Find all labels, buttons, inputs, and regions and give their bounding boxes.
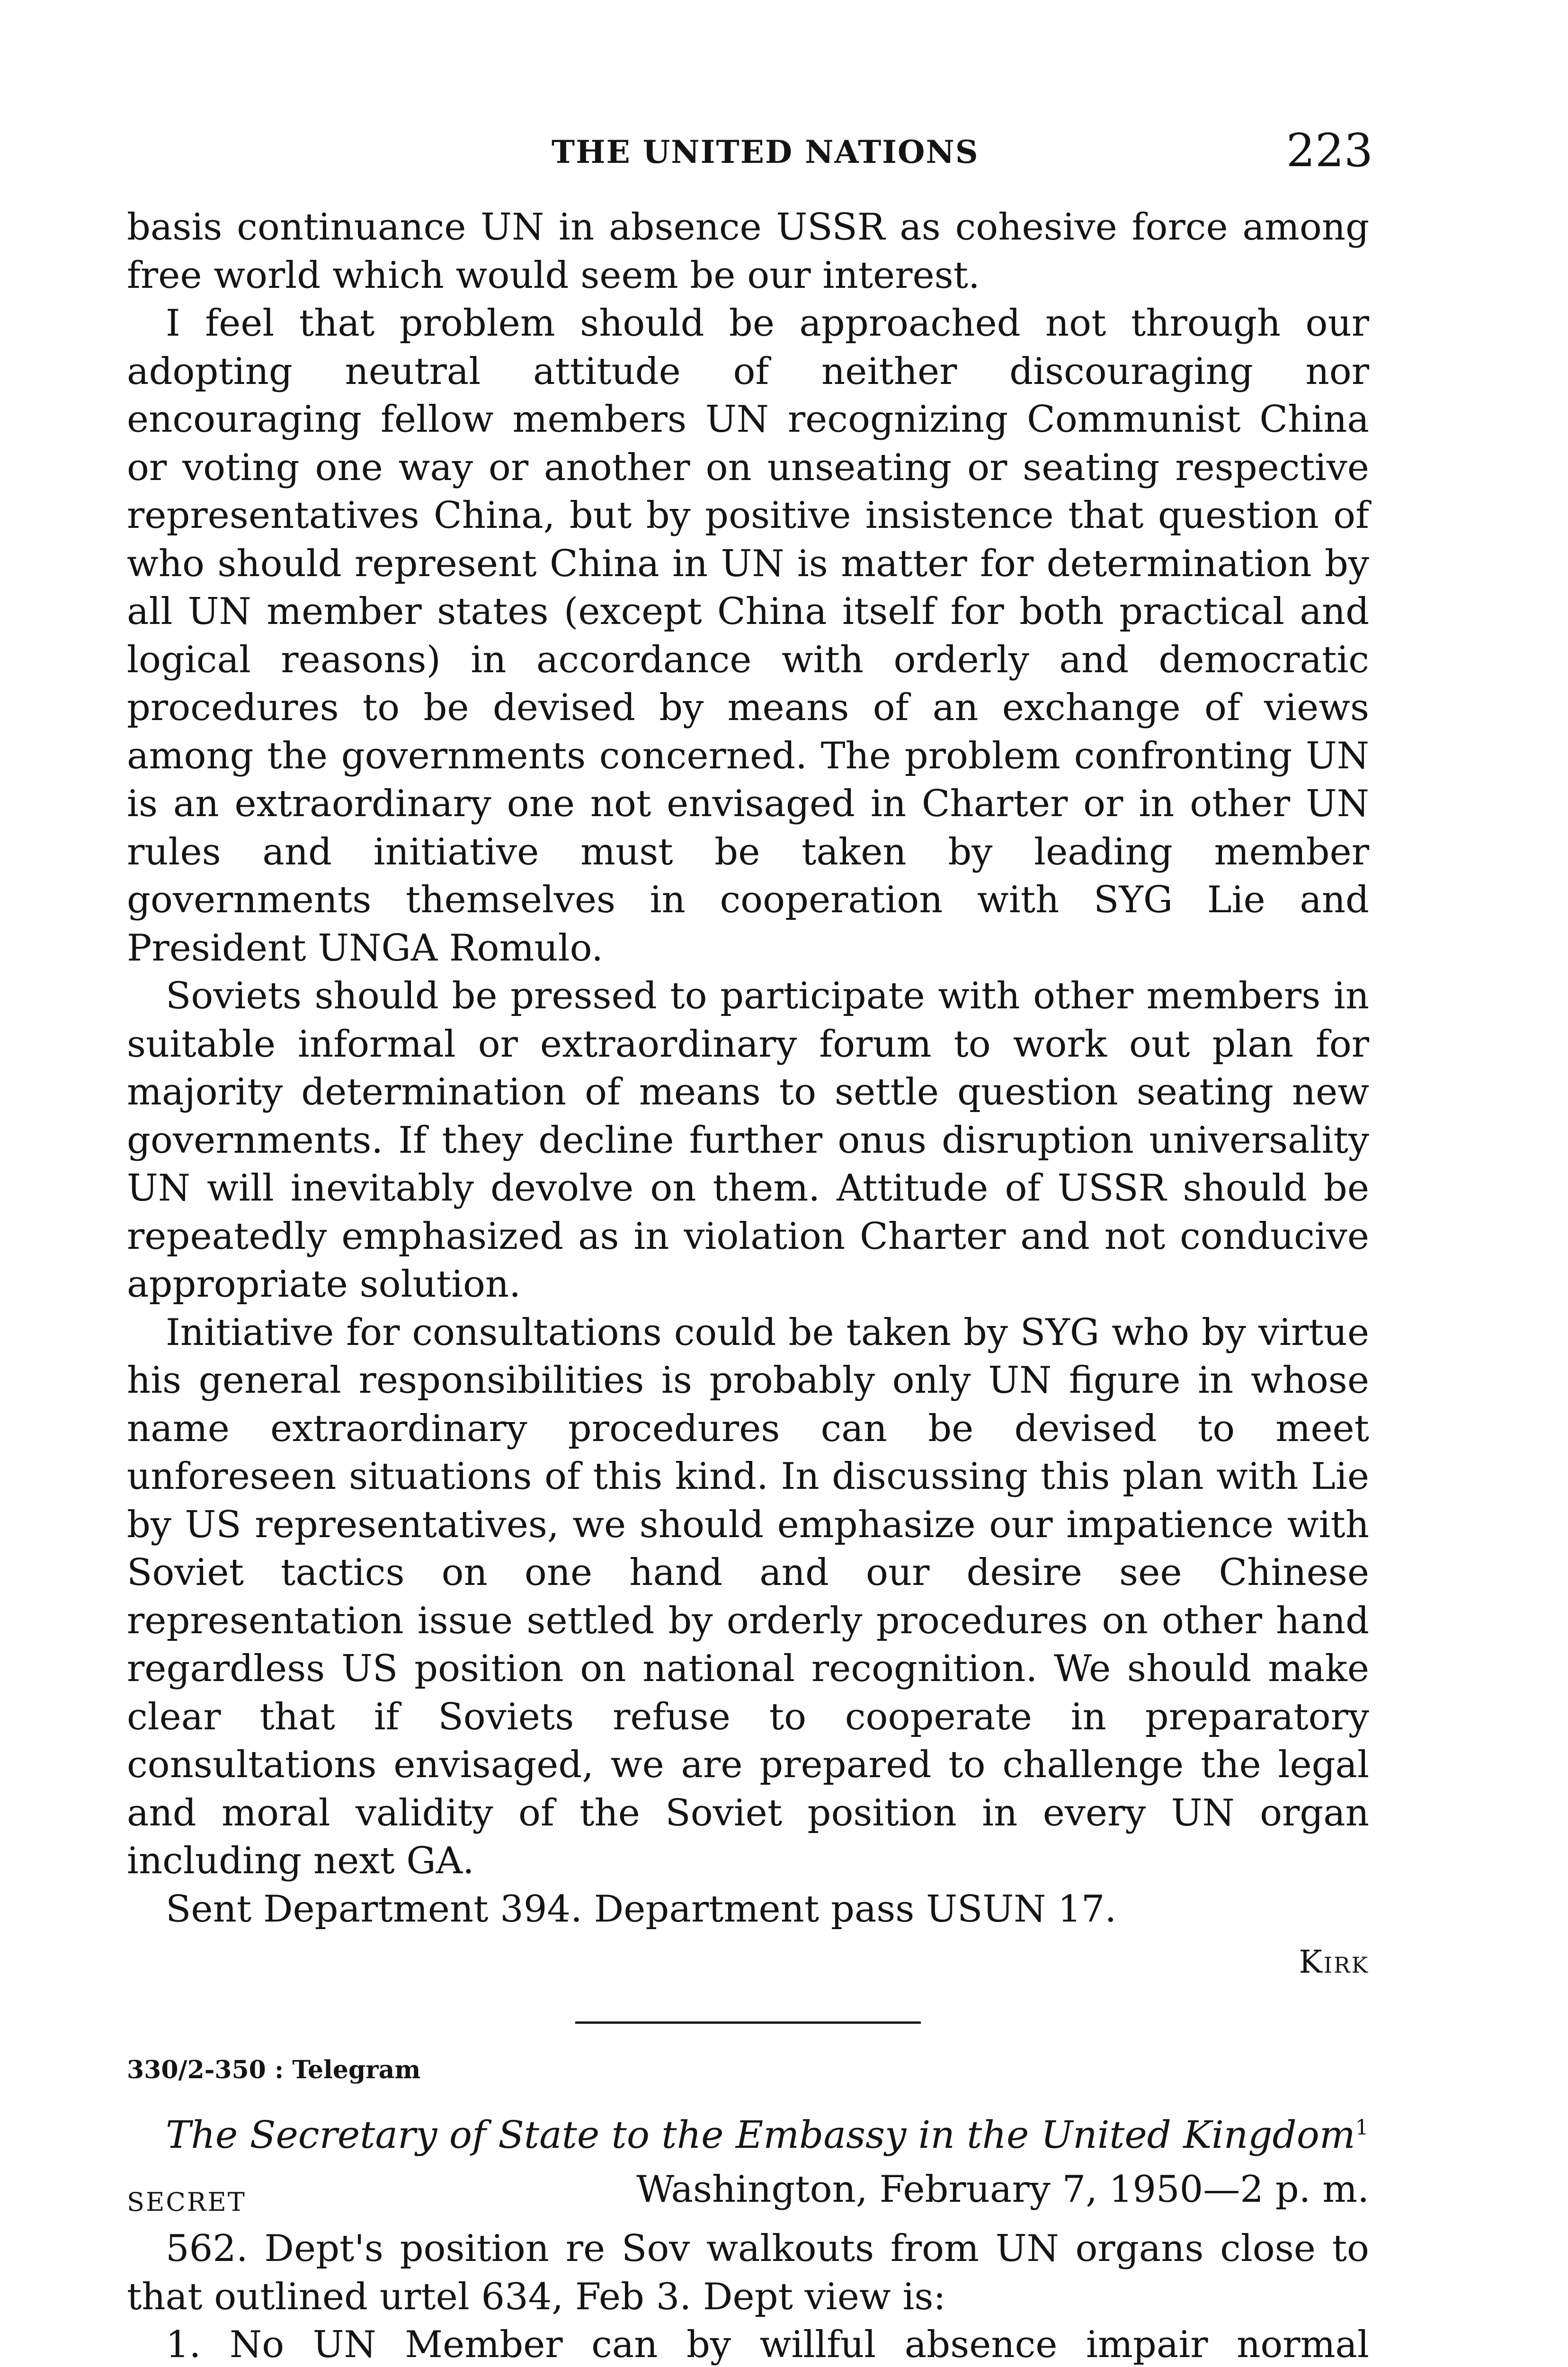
paragraph: Sent Department 394. Department pass USUN 17. [166,1887,1117,1931]
paragraph: Soviets should be pressed to participate with other members in suitable informal or extraordinary forum to work out plan for majority determination of means to settle question seating new governments. If they decline further onus disruption universality UN will inevitably devolve on them. Attitude of USSR should be repeatedly emphasized as in violation Charter and not conducive appropriate solution. [127,975,1369,1306]
running-title: THE UNITED NATIONS [552,133,979,170]
running-header [128,124,1373,176]
date-line: Washington, February 7, 1950—2 p. m. [636,2168,1369,2211]
section-divider [575,2021,921,2024]
paragraph: 1. No UN Member can by willful absence impair normal [166,2323,1369,2366]
paragraph: Initiative for consultations could be taken by SYG who by virtue his general responsibilities is probably only UN figure in whose name extraordinary procedures can be devised to meet unforeseen situations of this kind. In discussing this plan with Lie by US representatives, we should emphasize our impatience with Soviet tactics on one hand and our desire see Chinese representation issue settled by orderly procedures on other hand regardless US position on national recognition. We should make clear that if Soviets refuse to cooperate in preparatory consultations envisaged, we are prepared to challenge the legal and moral validity of the Soviet position in every UN organ including next GA. [127,1311,1369,1882]
body-text [127,204,1369,2367]
signature-name: Kirk [1299,1944,1369,1980]
paragraph: I feel that problem should be approached not through our adopting neutral attitude of neither discouraging nor encouraging fellow members UN recognizing Communist China or voting one way or another on unseating or seating respective representatives China, but by positive insistence that question of who should represent China in UN is matter for determination by all UN member states (except China itself for both practical and logical reasons) in accordance with orderly and democratic procedures to be devised by means of an exchange of views among the governments concerned. The problem confronting UN is an extraordinary one not envisaged in Charter or in other UN rules and initiative must be taken by leading member governments themselves in cooperation with SYG Lie and President UNGA Romulo. [127,302,1369,970]
page-number: 223 [1286,124,1373,177]
footnote-marker: 1 [1355,2116,1369,2140]
paragraph-continuation: basis continuance UN in absence USSR as cohesive force among free world which would seem be our interest. [127,206,1369,297]
file-reference: 330/2-350 : Telegram [127,2056,421,2084]
signature [127,1936,1369,1988]
document-heading-text: The Secretary of State to the Embassy in the United Kingdom [166,2113,1355,2157]
paragraph: 562. Dept's position re Sov walkouts from UN organs close to that outlined urtel 634, Feb 3. Dept view is: [127,2227,1369,2318]
classification: SECRET [127,2187,246,2217]
document-heading [127,2097,1369,2159]
dateline [127,2168,1369,2225]
